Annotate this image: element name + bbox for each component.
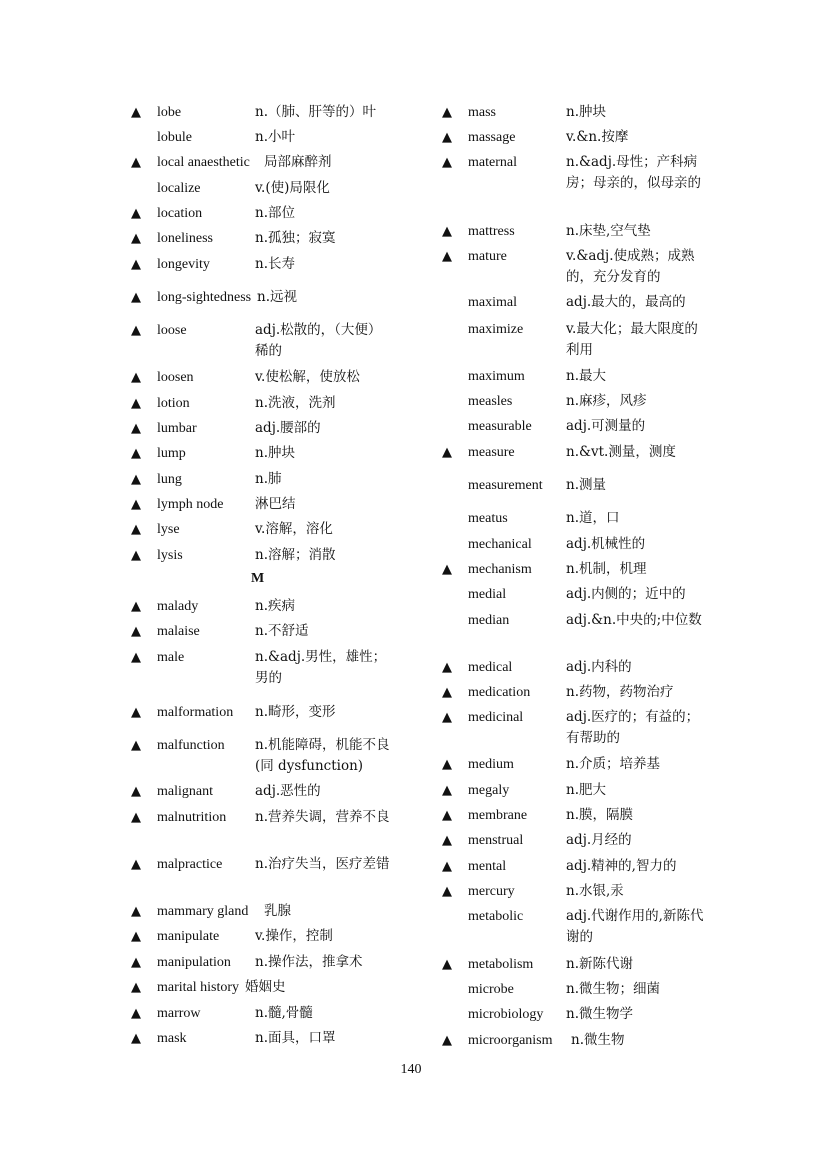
- entry-term: long-sightedness: [157, 290, 252, 305]
- entry-term: microbiology: [468, 1007, 544, 1022]
- entry-definition: adj.精神的,智力的: [566, 858, 677, 874]
- entry-definition: v.&adj.使成熟；成熟的，充分发育的: [566, 248, 695, 285]
- triangle-marker-icon: ▲: [131, 421, 141, 436]
- entry-term: mechanism: [468, 562, 532, 577]
- entry-term: marital history: [157, 980, 240, 995]
- entry-term: medicinal: [468, 710, 524, 725]
- entry-definition: adj.腰部的: [255, 420, 321, 436]
- entry-term: lung: [157, 472, 182, 487]
- triangle-marker-icon: ▲: [131, 955, 141, 970]
- entry-term: malaise: [157, 624, 200, 639]
- entry-definition: v.操作，控制: [255, 928, 333, 944]
- entry-definition: adj.代谢作用的,新陈代谢的: [566, 908, 704, 945]
- entry-term: metabolism: [468, 957, 534, 972]
- entry-definition: adj.内侧的；近中的: [566, 586, 686, 602]
- triangle-marker-icon: ▲: [442, 808, 452, 823]
- right-column: [411, 0, 791, 1162]
- triangle-marker-icon: ▲: [131, 446, 141, 461]
- entry-term: meatus: [468, 511, 508, 526]
- entry-term: manipulation: [157, 955, 231, 970]
- entry-definition: n.最大: [566, 368, 606, 384]
- entry-definition: n.新陈代谢: [566, 956, 633, 972]
- triangle-marker-icon: ▲: [131, 522, 141, 537]
- triangle-marker-icon: ▲: [442, 562, 452, 577]
- entry-term: loneliness: [157, 231, 213, 246]
- entry-definition: 乳腺: [264, 903, 291, 919]
- triangle-marker-icon: ▲: [442, 783, 452, 798]
- entry-term: lyse: [157, 522, 180, 537]
- entry-term: lobe: [157, 105, 182, 120]
- entry-term: malformation: [157, 705, 234, 720]
- entry-term: maximal: [468, 295, 517, 310]
- entry-definition: n.肿块: [566, 104, 606, 120]
- triangle-marker-icon: ▲: [131, 857, 141, 872]
- triangle-marker-icon: ▲: [442, 155, 452, 170]
- entry-term: measurable: [468, 419, 532, 434]
- entry-term: manipulate: [157, 929, 220, 944]
- entry-definition: n.介质；培养基: [566, 756, 660, 772]
- triangle-marker-icon: ▲: [442, 884, 452, 899]
- entry-term: mammary gland: [157, 904, 249, 919]
- entry-definition: n.肿块: [255, 445, 295, 461]
- left-column: [0, 0, 390, 1162]
- entry-definition: n.髓,骨髓: [255, 1005, 313, 1021]
- triangle-marker-icon: ▲: [131, 231, 141, 246]
- entry-definition: n.床垫,空气垫: [566, 223, 651, 239]
- triangle-marker-icon: ▲: [442, 957, 452, 972]
- entry-definition: adj.松散的，（大便）稀的: [255, 322, 382, 359]
- triangle-marker-icon: ▲: [131, 257, 141, 272]
- entry-definition: n.部位: [255, 205, 295, 221]
- entry-definition: n.药物，药物治疗: [566, 684, 674, 700]
- triangle-marker-icon: ▲: [442, 1033, 452, 1048]
- entry-term: mattress: [468, 224, 515, 239]
- entry-term: medial: [468, 587, 507, 602]
- entry-definition: 淋巴结: [255, 496, 296, 512]
- entry-definition: adj.恶性的: [255, 783, 321, 799]
- entry-term: localize: [157, 181, 201, 196]
- triangle-marker-icon: ▲: [131, 1031, 141, 1046]
- entry-definition: n.溶解；消散: [255, 547, 336, 563]
- entry-definition: n.麻疹，风疹: [566, 393, 647, 409]
- entry-term: malignant: [157, 784, 213, 799]
- triangle-marker-icon: ▲: [131, 1006, 141, 1021]
- triangle-marker-icon: ▲: [442, 685, 452, 700]
- section-letter: M: [251, 571, 265, 586]
- entry-term: lymph node: [157, 497, 224, 512]
- entry-definition: n.面具，口罩: [255, 1030, 336, 1046]
- entry-definition: adj.月经的: [566, 832, 632, 848]
- entry-definition: n.道，口: [566, 510, 620, 526]
- triangle-marker-icon: ▲: [442, 130, 452, 145]
- entry-definition: adj.机械性的: [566, 536, 646, 552]
- entry-definition: n.孤独；寂寞: [255, 230, 336, 246]
- entry-definition: n.机制，机理: [566, 561, 647, 577]
- entry-term: mature: [468, 249, 507, 264]
- entry-definition: adj.&n.中央的;中位数: [566, 612, 702, 628]
- entry-definition: n.小叶: [255, 129, 295, 145]
- triangle-marker-icon: ▲: [131, 705, 141, 720]
- entry-term: loosen: [157, 370, 194, 385]
- entry-term: megaly: [468, 783, 510, 798]
- entry-definition: n.（肺、肝等的）叶: [255, 104, 376, 120]
- entry-term: lumbar: [157, 421, 197, 436]
- entry-term: maternal: [468, 155, 517, 170]
- triangle-marker-icon: ▲: [131, 810, 141, 825]
- entry-term: male: [157, 650, 185, 665]
- entry-definition: v.溶解，溶化: [255, 521, 333, 537]
- triangle-marker-icon: ▲: [131, 784, 141, 799]
- entry-term: medium: [468, 757, 514, 772]
- triangle-marker-icon: ▲: [442, 859, 452, 874]
- entry-definition: n.远视: [257, 289, 297, 305]
- entry-term: marrow: [157, 1006, 201, 1021]
- entry-term: measure: [468, 445, 515, 460]
- entry-term: loose: [157, 323, 187, 338]
- entry-definition: n.水银,汞: [566, 883, 624, 899]
- triangle-marker-icon: ▲: [131, 206, 141, 221]
- entry-term: mechanical: [468, 537, 532, 552]
- entry-term: maximum: [468, 369, 525, 384]
- entry-definition: v.&n.按摩: [566, 129, 629, 145]
- entry-term: malnutrition: [157, 810, 227, 825]
- page-number: 140: [400, 1062, 422, 1077]
- triangle-marker-icon: ▲: [442, 710, 452, 725]
- triangle-marker-icon: ▲: [131, 497, 141, 512]
- triangle-marker-icon: ▲: [442, 660, 452, 675]
- entry-definition: v.使松解，使放松: [255, 369, 360, 385]
- entry-term: membrane: [468, 808, 528, 823]
- entry-term: location: [157, 206, 203, 221]
- triangle-marker-icon: ▲: [131, 323, 141, 338]
- entry-term: malfunction: [157, 738, 225, 753]
- entry-term: menstrual: [468, 833, 524, 848]
- triangle-marker-icon: ▲: [131, 650, 141, 665]
- triangle-marker-icon: ▲: [442, 249, 452, 264]
- entry-definition: n.营养失调，营养不良: [255, 809, 390, 825]
- entry-definition: n.长寿: [255, 256, 295, 272]
- entry-definition: n.膜，隔膜: [566, 807, 633, 823]
- entry-term: microorganism: [468, 1033, 553, 1048]
- entry-term: mass: [468, 105, 496, 120]
- triangle-marker-icon: ▲: [442, 757, 452, 772]
- entry-term: mental: [468, 859, 507, 874]
- entry-term: malady: [157, 599, 199, 614]
- entry-definition: n.肥大: [566, 782, 606, 798]
- entry-term: massage: [468, 130, 516, 145]
- entry-term: measurement: [468, 478, 543, 493]
- triangle-marker-icon: ▲: [131, 548, 141, 563]
- triangle-marker-icon: ▲: [131, 370, 141, 385]
- triangle-marker-icon: ▲: [442, 105, 452, 120]
- entry-term: mercury: [468, 884, 515, 899]
- entry-term: lysis: [157, 548, 183, 563]
- entry-definition: n.肺: [255, 471, 282, 487]
- triangle-marker-icon: ▲: [131, 105, 141, 120]
- entry-definition: n.洗液，洗剂: [255, 395, 336, 411]
- entry-term: maximize: [468, 322, 524, 337]
- entry-term: metabolic: [468, 909, 524, 924]
- entry-term: longevity: [157, 257, 210, 272]
- entry-definition: n.&vt.测量，测度: [566, 444, 676, 460]
- entry-definition: adj.内科的: [566, 659, 632, 675]
- entry-term: lotion: [157, 396, 190, 411]
- entry-definition: adj.医疗的；有益的；有帮助的: [566, 709, 700, 746]
- triangle-marker-icon: ▲: [442, 833, 452, 848]
- triangle-marker-icon: ▲: [131, 980, 141, 995]
- entry-definition: n.机能障碍，机能不良(同 dysfunction): [255, 737, 390, 774]
- entry-definition: n.疾病: [255, 598, 295, 614]
- triangle-marker-icon: ▲: [131, 624, 141, 639]
- entry-definition: n.治疗失当，医疗差错: [255, 856, 390, 872]
- entry-term: malpractice: [157, 857, 223, 872]
- triangle-marker-icon: ▲: [131, 599, 141, 614]
- entry-term: mask: [157, 1031, 187, 1046]
- triangle-marker-icon: ▲: [442, 224, 452, 239]
- entry-definition: adj.最大的，最高的: [566, 294, 686, 310]
- triangle-marker-icon: ▲: [131, 155, 141, 170]
- entry-definition: n.不舒适: [255, 623, 309, 639]
- triangle-marker-icon: ▲: [442, 445, 452, 460]
- entry-definition: n.微生物: [571, 1032, 625, 1048]
- entry-definition: n.&adj.男性，雄性；男的: [255, 649, 387, 686]
- entry-definition: n.测量: [566, 477, 606, 493]
- triangle-marker-icon: ▲: [131, 738, 141, 753]
- entry-definition: v.最大化；最大限度的利用: [566, 321, 698, 358]
- triangle-marker-icon: ▲: [131, 929, 141, 944]
- triangle-marker-icon: ▲: [131, 396, 141, 411]
- entry-definition: adj.可测量的: [566, 418, 646, 434]
- entry-definition: n.操作法，推拿术: [255, 954, 363, 970]
- entry-definition: 婚姻史: [245, 979, 286, 995]
- triangle-marker-icon: ▲: [131, 290, 141, 305]
- entry-definition: n.畸形，变形: [255, 704, 336, 720]
- entry-definition: 局部麻醉剂: [264, 154, 332, 170]
- entry-term: medication: [468, 685, 531, 700]
- triangle-marker-icon: ▲: [131, 472, 141, 487]
- entry-term: measles: [468, 394, 513, 409]
- entry-term: lump: [157, 446, 186, 461]
- entry-term: lobule: [157, 130, 192, 145]
- entry-term: microbe: [468, 982, 514, 997]
- triangle-marker-icon: ▲: [131, 904, 141, 919]
- entry-term: local anaesthetic: [157, 155, 250, 170]
- entry-definition: n.微生物学: [566, 1006, 633, 1022]
- entry-definition: n.微生物；细菌: [566, 981, 660, 997]
- entry-definition: n.&adj.母性；产科病房；母亲的，似母亲的: [566, 154, 701, 191]
- entry-term: median: [468, 613, 510, 628]
- entry-definition: v.(使)局限化: [255, 180, 330, 196]
- entry-term: medical: [468, 660, 513, 675]
